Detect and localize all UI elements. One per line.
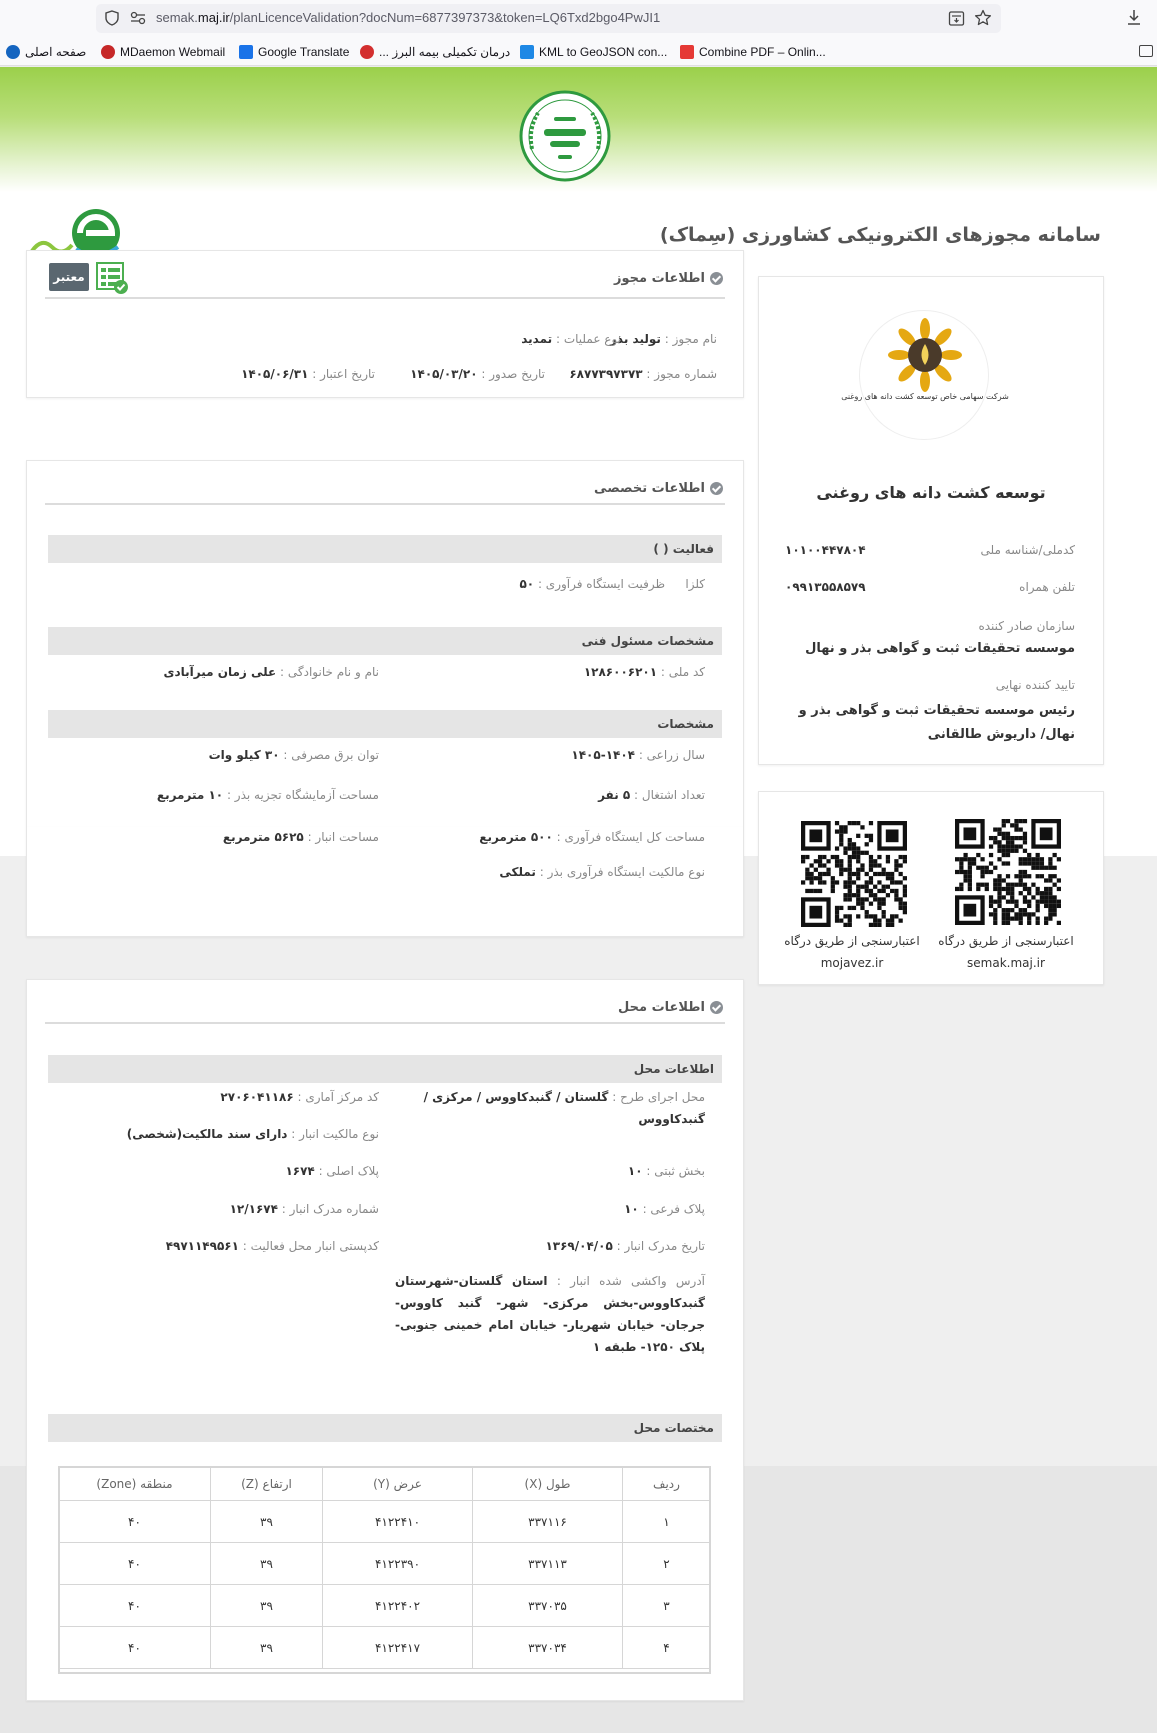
specialized-info-card-lower	[26, 827, 744, 937]
specialized-info-card	[26, 460, 744, 828]
column-header: طول (X)	[473, 1467, 623, 1501]
table-cell: ۳	[623, 1585, 711, 1627]
company-national-id-label: کدملی/شناسه ملی	[980, 543, 1075, 557]
bookmark-favicon-icon	[360, 45, 374, 59]
page	[0, 67, 1157, 1733]
bookmarks-bar	[0, 38, 1157, 66]
fullname-field: نام و نام خانوادگی : علی زمان میرآبادی	[163, 665, 379, 679]
table-cell: ۴۰	[59, 1543, 211, 1585]
bookmark-favicon-icon	[6, 45, 20, 59]
column-header: ردیف	[623, 1467, 711, 1501]
download-icon[interactable]	[1125, 8, 1143, 26]
table-row	[59, 1627, 711, 1669]
column-header: منطقه (Zone)	[59, 1467, 211, 1501]
table-cell: ۲	[623, 1543, 711, 1585]
address-bar[interactable]	[96, 4, 1001, 33]
bookmark-google-translate[interactable]: Google Translate	[239, 43, 349, 61]
table-cell: ۳۳۷۰۳۵	[473, 1585, 623, 1627]
table-cell: ۳۹	[211, 1501, 323, 1543]
table-cell: ۳۳۷۰۳۴	[473, 1627, 623, 1669]
warehouse-ownership-field: نوع مالکیت انبار : دارای سند مالکیت(شخصی)	[126, 1127, 379, 1141]
table-cell: ۳۹	[211, 1627, 323, 1669]
location-info-heading: اطلاعات محل	[618, 1000, 723, 1015]
specs-bar: مشخصات	[48, 710, 722, 738]
url-text[interactable]: semak.maj.ir/planLicenceValidation?docNum=6877397373&token=LQ6Txd2bgo4PwJI1	[156, 10, 661, 25]
bookmark-favicon-icon	[239, 45, 253, 59]
crop-year-field: سال زراعی : ۱۴۰۴-۱۴۰۵	[571, 748, 705, 762]
activity-bar: فعالیت ( )	[48, 535, 722, 563]
license-number-field: شماره مجوز : ۶۸۷۷۳۹۷۳۷۳	[569, 367, 717, 381]
sunflower-logo-icon	[841, 311, 1009, 441]
table-row	[59, 1543, 711, 1585]
check-circle-icon	[710, 272, 723, 285]
coordinates-table	[58, 1466, 711, 1669]
table-cell: ۴۱۲۲۳۹۰	[323, 1543, 473, 1585]
expiry-date-field: تاریخ اعتبار : ۱۴۰۵/۰۶/۳۱	[241, 367, 375, 381]
location-info-bar: اطلاعات محل	[48, 1055, 722, 1083]
svg-text:شرکت سهامی خاص توسعه کشت دانه: شرکت سهامی خاص توسعه کشت دانه های روغنی	[841, 392, 1009, 401]
table-cell: ۳۹	[211, 1543, 323, 1585]
operation-type-field: نوع عملیات : تمدید	[521, 332, 621, 346]
lab-area-field: مساحت آزمایشگاه تجزیه بذر : ۱۰ مترمربع	[156, 788, 379, 802]
jihad-keshavarzi-logo	[518, 89, 612, 183]
table-cell: ۴	[623, 1627, 711, 1669]
permissions-icon[interactable]	[130, 11, 146, 25]
bookmark-favicon-icon	[520, 45, 534, 59]
issuer-label: سازمان صادر کننده	[978, 619, 1075, 633]
check-circle-icon	[710, 1001, 723, 1014]
technical-manager-bar: مشخصات مسئول فنی	[48, 627, 722, 655]
bookmark-mdaemon[interactable]: MDaemon Webmail	[101, 43, 225, 61]
registry-section-field: بخش ثبتی : ۱۰	[627, 1164, 705, 1178]
semak-qr-code[interactable]	[955, 819, 1061, 925]
table-cell: ۱	[623, 1501, 711, 1543]
issue-date-field: تاریخ صدور : ۱۴۰۵/۰۳/۲۰	[410, 367, 545, 381]
site-title: سامانه مجوزهای الکترونیکی کشاورزی (سِماک)	[659, 224, 1101, 246]
table-row	[59, 1501, 711, 1543]
shield-icon[interactable]	[104, 10, 120, 26]
verified-document-icon	[95, 261, 129, 295]
reader-view-icon[interactable]	[948, 10, 965, 27]
company-name: توسعه کشت دانه های روغنی	[816, 483, 1046, 502]
table-cell: ۴۰	[59, 1627, 211, 1669]
warehouse-area-field: مساحت انبار : ۵۶۲۵ مترمربع	[222, 830, 379, 844]
browser-toolbar	[0, 0, 1157, 38]
table-cell: ۴۱۲۲۴۱۷	[323, 1627, 473, 1669]
license-info-card	[26, 250, 744, 398]
column-header: عرض (Y)	[323, 1467, 473, 1501]
check-circle-icon	[710, 482, 723, 495]
execution-place-field: محل اجرای طرح : گلستان / گنبدکاووس / مرکزی / گنبدکاووس	[423, 1090, 705, 1126]
mojavez-qr-code[interactable]	[801, 821, 907, 927]
power-field: توان برق مصرفی : ۳۰ کیلو وات	[208, 748, 379, 762]
coordinates-bar: مختصات محل	[48, 1414, 722, 1442]
stat-center-field: کد مرکز آماری : ۲۷۰۶۰۴۱۱۸۶	[220, 1090, 379, 1104]
table-cell: ۴۰	[59, 1501, 211, 1543]
national-id-field: کد ملی : ۱۲۸۶۰۰۶۲۰۱	[583, 665, 705, 679]
station-area-field: مساحت کل ایستگاه فرآوری : ۵۰۰ مترمربع	[479, 830, 705, 844]
license-name-field: نام مجوز : تولید بذر	[610, 332, 717, 346]
company-card	[758, 276, 1104, 765]
location-info-card	[26, 979, 744, 1701]
table-cell: ۳۳۷۱۱۳	[473, 1543, 623, 1585]
warehouse-address-field: آدرس واکشی شده انبار : استان گلستان-شهرستان گنبدکاووس-بخش مرکزی- شهر- گنبد کاووس-جرجان- خیابان شهریار- خیابان امام خمینی جنوبی-پلاک ۱۲۵۰- طبقه ۱	[395, 1274, 705, 1354]
company-logo	[841, 310, 1009, 440]
issuer-value: موسسه تحقیقات ثبت و گواهی بذر و نهال	[805, 641, 1075, 656]
ownership-field: نوع مالکیت ایستگاه فرآوری بذر : تملکی	[499, 865, 705, 879]
bookmark-alborz[interactable]: ... درمان تکمیلی بیمه البرز	[360, 43, 510, 61]
semak-verification-caption: اعتبارسنجی از طریق درگاه semak.maj.ir	[938, 934, 1074, 970]
table-cell: ۴۱۲۲۴۰۲	[323, 1585, 473, 1627]
table-header-row	[59, 1467, 711, 1501]
postal-code-field: کدپستی انبار محل فعالیت : ۴۹۷۱۱۴۹۵۶۱	[165, 1239, 379, 1253]
table-cell: ۴۰	[59, 1585, 211, 1627]
table-cell: ۳۹	[211, 1585, 323, 1627]
specialized-info-heading: اطلاعات تخصصی	[594, 481, 723, 496]
company-phone-value: ۰۹۹۱۳۵۵۸۵۷۹	[785, 580, 866, 594]
bookmark-favicon-icon	[101, 45, 115, 59]
approver-label: تایید کننده نهایی	[995, 678, 1075, 692]
status-badge: معتبر	[49, 263, 89, 291]
table-row	[59, 1585, 711, 1627]
bookmark-star-icon[interactable]	[974, 9, 992, 27]
bookmark-favicon-icon	[680, 45, 694, 59]
table-cell: ۳۳۷۱۱۶	[473, 1501, 623, 1543]
approver-value: رئیس موسسه تحقیقات ثبت و گواهی بذر و نهال/ داریوش طالقانی	[798, 703, 1075, 742]
bookmark-home[interactable]: صفحه اصلی	[6, 43, 86, 61]
column-header: ارتفاع (Z)	[211, 1467, 323, 1501]
warehouse-doc-number-field: شماره مدرک انبار : ۱۲/۱۶۷۴	[229, 1202, 379, 1216]
mojavez-verification-caption: اعتبارسنجی از طریق درگاه mojavez.ir	[784, 934, 920, 970]
staff-field: تعداد اشتغال : ۵ نفر	[598, 788, 705, 802]
other-bookmarks-folder-icon[interactable]	[1139, 45, 1153, 57]
company-national-id-value: ۱۰۱۰۰۴۴۷۸۰۴	[785, 543, 866, 557]
sub-plate-field: پلاک فرعی : ۱۰	[624, 1202, 705, 1216]
license-info-heading: اطلاعات مجوز	[614, 271, 723, 286]
company-phone-label: تلفن همراه	[1019, 580, 1075, 594]
main-plate-field: پلاک اصلی : ۱۶۷۴	[285, 1164, 379, 1178]
bookmark-kml[interactable]: KML to GeoJSON con...	[520, 43, 667, 61]
verification-card	[758, 791, 1104, 985]
capacity-field: ظرفیت ایستگاه فرآوری : ۵۰	[519, 577, 665, 591]
bookmark-combine-pdf[interactable]: Combine PDF – Onlin...	[680, 43, 826, 61]
table-cell: ۴۱۲۲۴۱۰	[323, 1501, 473, 1543]
warehouse-doc-date-field: تاریخ مدرک انبار : ۱۳۶۹/۰۴/۰۵	[545, 1239, 705, 1253]
crop-field: کلزا	[685, 577, 705, 591]
